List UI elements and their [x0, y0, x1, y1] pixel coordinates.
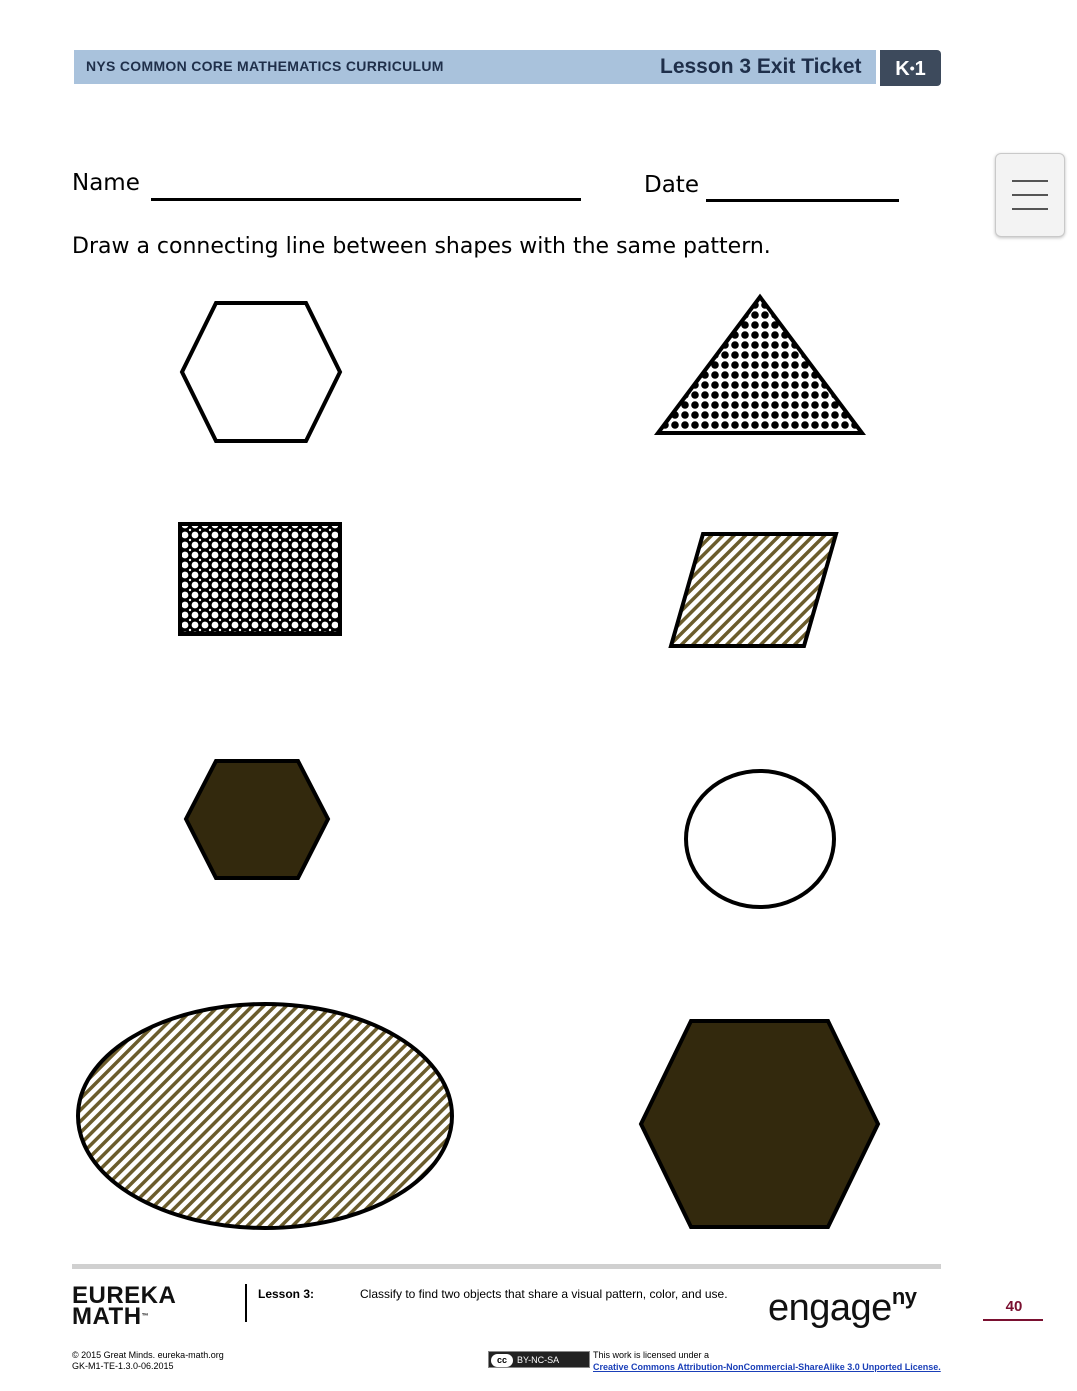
copyright-line-2: GK-M1-TE-1.3.0-06.2015: [72, 1361, 174, 1371]
module-number: 1: [914, 58, 926, 80]
striped-oval: [78, 1004, 452, 1228]
engageny-logo: [768, 1284, 917, 1330]
footer-divider-rule: [72, 1264, 941, 1269]
page-number: 40: [1005, 1298, 1023, 1315]
logo-line-2: MATH: [72, 1303, 142, 1330]
instructions: Draw a connecting line between shapes with the same pattern.: [72, 234, 771, 259]
name-label: Name: [72, 170, 140, 196]
copyright-line-1: © 2015 Great Minds. eureka-math.org: [72, 1350, 224, 1360]
footer-lesson-description: Classify to find two objects that share a visual pattern, color, and use.: [360, 1287, 728, 1301]
engage-text: engage: [768, 1287, 892, 1329]
dotted-triangle: [658, 297, 862, 433]
page-number-underline: [983, 1319, 1043, 1321]
lesson-title: Lesson 3 Exit Ticket: [660, 55, 862, 78]
dotted-rectangle: [180, 524, 340, 634]
copyright: [72, 1350, 224, 1372]
blank-hexagon: [182, 303, 340, 441]
logo-line-1: EUREKA: [72, 1282, 177, 1309]
engage-ny-text: ny: [891, 1284, 917, 1309]
cc-badge-label: BY-NC-SA: [517, 1355, 560, 1365]
logo-trademark: ™: [141, 1313, 150, 1320]
license-text: [593, 1349, 941, 1373]
license-line-1: This work is licensed under a: [593, 1350, 710, 1360]
creative-commons-badge[interactable]: [488, 1351, 590, 1368]
blank-circle: [686, 771, 834, 907]
curriculum-title: NYS COMMON CORE MATHEMATICS CURRICULUM: [86, 58, 444, 74]
striped-parallelogram: [671, 534, 836, 646]
footer-vertical-divider: [245, 1284, 247, 1322]
eureka-math-logo: [72, 1282, 177, 1330]
module-prefix: K: [895, 58, 910, 80]
large-solid-hexagon: [641, 1021, 878, 1227]
module-dot: •: [909, 60, 915, 76]
cc-icon: cc: [491, 1354, 513, 1367]
footer-lesson-label: Lesson 3:: [258, 1287, 315, 1301]
small-solid-hexagon: [186, 761, 328, 878]
date-label: Date: [644, 172, 699, 198]
license-link[interactable]: Creative Commons Attribution-NonCommercial-ShareAlike 3.0 Unported License.: [593, 1362, 941, 1372]
